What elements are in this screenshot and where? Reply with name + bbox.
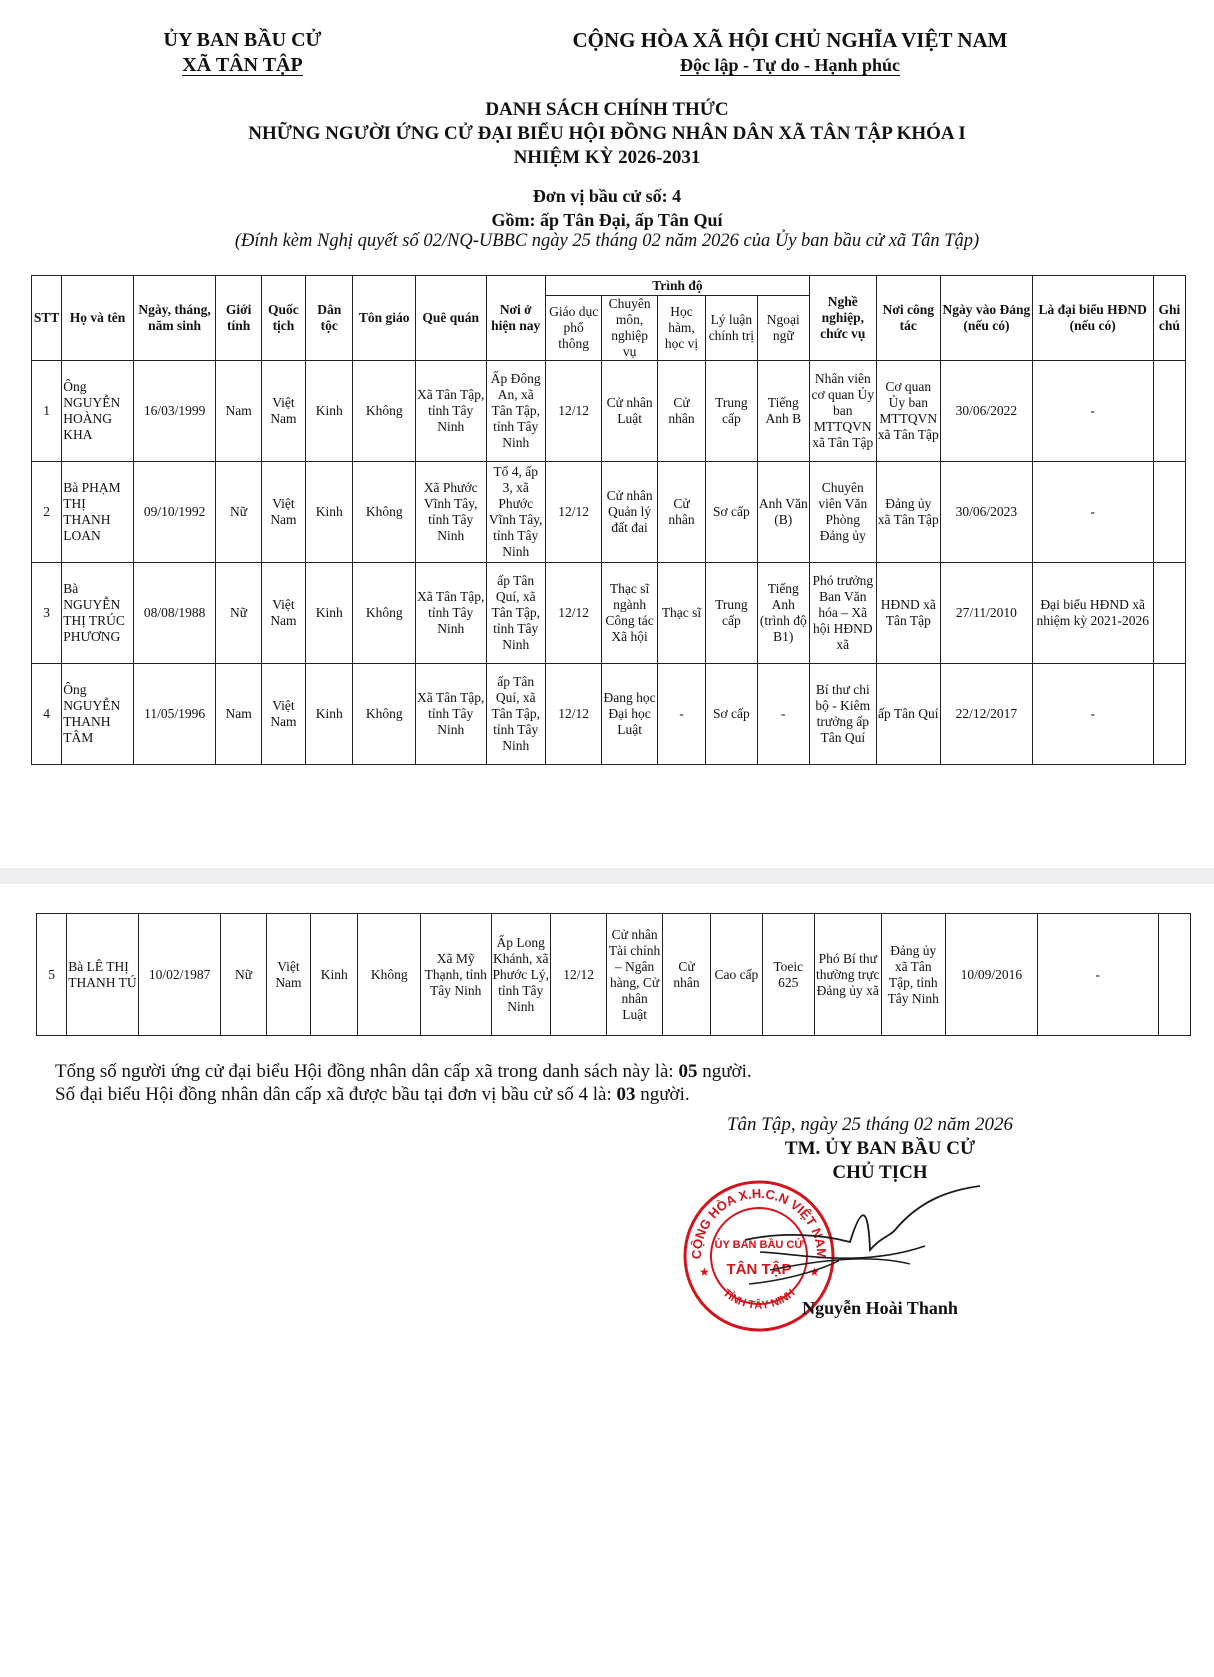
cell-delegate: Đại biểu HĐND xã nhiệm kỳ 2021-2026	[1032, 563, 1153, 664]
header-workplace: Nơi công tác	[876, 276, 941, 361]
cell-dob: 11/05/1996	[133, 664, 216, 765]
cell-residence: Ấp Đông An, xã Tân Tập, tỉnh Tây Ninh	[486, 361, 545, 462]
cell-name: Bà PHẠM THỊ THANH LOAN	[62, 462, 134, 563]
electoral-unit	[0, 184, 1214, 232]
cell-nationality: Việt Nam	[261, 361, 305, 462]
cell-name: Ông NGUYỄN THANH TÂM	[62, 664, 134, 765]
summary	[55, 1060, 752, 1106]
cell-dob: 10/02/1987	[138, 914, 221, 1036]
cell-political: Sơ cấp	[706, 664, 757, 765]
cell-nationality: Việt Nam	[266, 914, 310, 1036]
svg-text:★: ★	[809, 1265, 820, 1279]
cell-gender: Nữ	[216, 462, 261, 563]
cell-note	[1153, 563, 1185, 664]
resolution-reference: (Đính kèm Nghị quyết số 02/NQ-UBBC ngày 25 tháng 02 năm 2026 của Ủy ban bầu cử xã Tân Tập)	[234, 231, 980, 251]
cell-workplace: ấp Tân Quí	[876, 664, 941, 765]
cell-note	[1153, 361, 1185, 462]
cell-degree: Cử nhân	[662, 914, 710, 1036]
title-line-2: NHỮNG NGƯỜI ỨNG CỬ ĐẠI BIỂU HỘI ĐỒNG NHÂN DÂN XÃ TÂN TẬP KHÓA I	[248, 123, 966, 144]
cell-religion: Không	[353, 361, 415, 462]
cell-gender: Nữ	[221, 914, 266, 1036]
cell-delegate: -	[1032, 664, 1153, 765]
cell-specialty: Thạc sĩ ngành Công tác Xã hội	[602, 563, 657, 664]
cell-stt: 2	[32, 462, 62, 563]
summary-seats: Số đại biểu Hội đồng nhân dân cấp xã được bầu tại đơn vị bầu cử số 4 là: 03 người.	[55, 1084, 690, 1105]
total-candidates-value: 05	[678, 1061, 698, 1082]
cell-specialty: Đang học Đại học Luật	[602, 664, 657, 765]
header-dob: Ngày, tháng, năm sinh	[133, 276, 216, 361]
cell-party-date: 22/12/2017	[941, 664, 1033, 765]
cell-dob: 09/10/1992	[133, 462, 216, 563]
header-religion: Tôn giáo	[353, 276, 415, 361]
title-line-1: DANH SÁCH CHÍNH THỨC	[485, 99, 729, 120]
header-gender: Giới tính	[216, 276, 261, 361]
header-general-education: Giáo dục phổ thông	[545, 296, 601, 361]
summary-total-candidates: Tổng số người ứng cử đại biểu Hội đồng nhân dân cấp xã trong danh sách này là: 05 người.	[55, 1061, 752, 1082]
signature-date: Tân Tập, ngày 25 tháng 02 năm 2026	[726, 1114, 1014, 1135]
national-motto: Độc lập - Tự do - Hạnh phúc	[679, 55, 901, 75]
cell-general-edu: 12/12	[545, 462, 601, 563]
cell-nationality: Việt Nam	[261, 664, 305, 765]
issuing-authority	[110, 28, 375, 78]
table-row	[37, 914, 1191, 1036]
cell-degree: -	[657, 664, 705, 765]
header-nationality: Quốc tịch	[261, 276, 305, 361]
header-foreign-language: Ngoại ngữ	[757, 296, 809, 361]
signature-org: TM. ỦY BAN BẦU CỬ	[784, 1138, 976, 1159]
svg-text:TÂN TẬP: TÂN TẬP	[726, 1261, 792, 1278]
signature-role: CHỦ TỊCH	[832, 1162, 928, 1183]
cell-specialty: Cử nhân Quản lý đất đai	[602, 462, 657, 563]
cell-general-edu: 12/12	[545, 664, 601, 765]
svg-text:CỘNG HÒA X.H.C.N VIỆT NAM: CỘNG HÒA X.H.C.N VIỆT NAM	[688, 1185, 830, 1260]
cell-name: Ông NGUYỄN HOÀNG KHA	[62, 361, 134, 462]
cell-general-edu: 12/12	[545, 361, 601, 462]
candidate-table-body	[32, 361, 1186, 765]
header-specialty: Chuyên môn, nghiệp vụ	[602, 296, 657, 361]
cell-delegate: -	[1032, 462, 1153, 563]
header-ethnicity: Dân tộc	[306, 276, 353, 361]
cell-name: Bà NGUYỄN THỊ TRÚC PHƯƠNG	[62, 563, 134, 664]
header-political-theory: Lý luận chính trị	[706, 296, 757, 361]
header-education-group: Trình độ	[545, 276, 809, 296]
cell-degree: Cử nhân	[657, 462, 705, 563]
header-delegate: Là đại biểu HĐND (nếu có)	[1032, 276, 1153, 361]
cell-occupation: Chuyên viên Văn Phòng Đảng ủy	[810, 462, 877, 563]
authority-line-1: ỦY BAN BẦU CỬ	[163, 29, 322, 51]
cell-political: Sơ cấp	[706, 462, 757, 563]
cell-specialty: Cử nhân Luật	[602, 361, 657, 462]
cell-language: Toeic 625	[762, 914, 814, 1036]
svg-text:TỈNH TÂY NINH: TỈNH TÂY NINH	[720, 1287, 798, 1312]
cell-residence: ấp Tân Quí, xã Tân Tập, tỉnh Tây Ninh	[486, 664, 545, 765]
candidate-table-continued	[36, 913, 1191, 1036]
cell-language: -	[757, 664, 809, 765]
signer-name: Nguyễn Hoài Thanh	[802, 1298, 958, 1318]
cell-delegate: -	[1037, 914, 1158, 1036]
cell-nationality: Việt Nam	[261, 563, 305, 664]
cell-party-date: 30/06/2023	[941, 462, 1033, 563]
cell-stt: 5	[37, 914, 67, 1036]
header-residence: Nơi ở hiện nay	[486, 276, 545, 361]
cell-hometown: Xã Tân Tập, tỉnh Tây Ninh	[415, 563, 486, 664]
cell-degree: Cử nhân	[657, 361, 705, 462]
cell-ethnicity: Kinh	[306, 563, 353, 664]
cell-dob: 08/08/1988	[133, 563, 216, 664]
header-degree: Học hàm, học vị	[657, 296, 705, 361]
table-row	[32, 462, 1186, 563]
cell-residence: Tổ 4, ấp 3, xã Phước Vĩnh Tây, tỉnh Tây Ninh	[486, 462, 545, 563]
cell-degree: Thạc sĩ	[657, 563, 705, 664]
cell-language: Tiếng Anh (trình độ B1)	[757, 563, 809, 664]
national-heading	[540, 28, 1040, 78]
svg-text:ỦY BAN BẦU CỬ: ỦY BAN BẦU CỬ	[714, 1239, 804, 1251]
table-row	[32, 563, 1186, 664]
unit-area: Gồm: ấp Tân Đại, ấp Tân Quí	[491, 210, 723, 230]
cell-specialty: Cử nhân Tài chính – Ngân hàng, Cử nhân Luật	[607, 914, 662, 1036]
cell-note	[1153, 462, 1185, 563]
cell-note	[1158, 914, 1190, 1036]
cell-nationality: Việt Nam	[261, 462, 305, 563]
cell-hometown: Xã Tân Tập, tỉnh Tây Ninh	[415, 361, 486, 462]
cell-hometown: Xã Tân Tập, tỉnh Tây Ninh	[415, 664, 486, 765]
cell-political: Cao cấp	[711, 914, 762, 1036]
table-row	[32, 361, 1186, 462]
cell-residence: ấp Tân Quí, xã Tân Tập, tỉnh Tây Ninh	[486, 563, 545, 664]
cell-religion: Không	[353, 563, 415, 664]
header-occupation: Nghề nghiệp, chức vụ	[810, 276, 877, 361]
cell-general-edu: 12/12	[545, 563, 601, 664]
cell-gender: Nam	[216, 361, 261, 462]
cell-ethnicity: Kinh	[306, 462, 353, 563]
candidate-table	[31, 275, 1186, 765]
cell-stt: 1	[32, 361, 62, 462]
cell-gender: Nữ	[216, 563, 261, 664]
cell-residence: Ấp Long Khánh, xã Phước Lý, tỉnh Tây Ninh	[491, 914, 550, 1036]
cell-gender: Nam	[216, 664, 261, 765]
cell-occupation: Nhân viên cơ quan Ủy ban MTTQVN xã Tân Tập	[810, 361, 877, 462]
title-line-3: NHIỆM KỲ 2026-2031	[513, 147, 701, 168]
cell-workplace: Đảng ủy xã Tân Tập	[876, 462, 941, 563]
cell-name: Bà LÊ THỊ THANH TÚ	[67, 914, 139, 1036]
cell-political: Trung cấp	[706, 361, 757, 462]
table-row	[32, 664, 1186, 765]
cell-ethnicity: Kinh	[306, 361, 353, 462]
cell-workplace: HĐND xã Tân Tập	[876, 563, 941, 664]
cell-party-date: 10/09/2016	[946, 914, 1038, 1036]
cell-workplace: Cơ quan Ủy ban MTTQVN xã Tân Tập	[876, 361, 941, 462]
cell-religion: Không	[353, 462, 415, 563]
cell-ethnicity: Kinh	[311, 914, 358, 1036]
cell-stt: 3	[32, 563, 62, 664]
header-name: Họ và tên	[62, 276, 134, 361]
cell-occupation: Phó Bí thư thường trực Đảng ủy xã	[814, 914, 881, 1036]
svg-text:★: ★	[699, 1265, 710, 1279]
unit-number: Đơn vị bầu cử số: 4	[532, 186, 682, 206]
authority-line-2: XÃ TÂN TẬP	[182, 54, 303, 76]
cell-political: Trung cấp	[706, 563, 757, 664]
cell-language: Anh Văn (B)	[757, 462, 809, 563]
document-title	[0, 98, 1214, 170]
handwritten-signature	[740, 1180, 990, 1300]
cell-party-date: 27/11/2010	[941, 563, 1033, 664]
cell-occupation: Phó trưởng Ban Văn hóa – Xã hội HĐND xã	[810, 563, 877, 664]
cell-party-date: 30/06/2022	[941, 361, 1033, 462]
cell-workplace: Đảng ủy xã Tân Tập, tỉnh Tây Ninh	[881, 914, 946, 1036]
cell-general-edu: 12/12	[550, 914, 606, 1036]
cell-language: Tiếng Anh B	[757, 361, 809, 462]
header-party-date: Ngày vào Đảng (nếu có)	[941, 276, 1033, 361]
cell-ethnicity: Kinh	[306, 664, 353, 765]
cell-dob: 16/03/1999	[133, 361, 216, 462]
cell-occupation: Bí thư chi bộ - Kiêm trưởng ấp Tân Quí	[810, 664, 877, 765]
cell-delegate: -	[1032, 361, 1153, 462]
header-stt: STT	[32, 276, 62, 361]
cell-religion: Không	[353, 664, 415, 765]
cell-religion: Không	[358, 914, 420, 1036]
cell-hometown: Xã Mỹ Thạnh, tỉnh Tây Ninh	[420, 914, 491, 1036]
cell-stt: 4	[32, 664, 62, 765]
header-note: Ghi chú	[1153, 276, 1185, 361]
header-hometown: Quê quán	[415, 276, 486, 361]
cell-hometown: Xã Phước Vĩnh Tây, tỉnh Tây Ninh	[415, 462, 486, 563]
seats-value: 03	[616, 1084, 636, 1105]
nation-name: CỘNG HÒA XÃ HỘI CHỦ NGHĨA VIỆT NAM	[572, 28, 1008, 52]
candidate-table-continued-body	[37, 914, 1191, 1036]
cell-note	[1153, 664, 1185, 765]
